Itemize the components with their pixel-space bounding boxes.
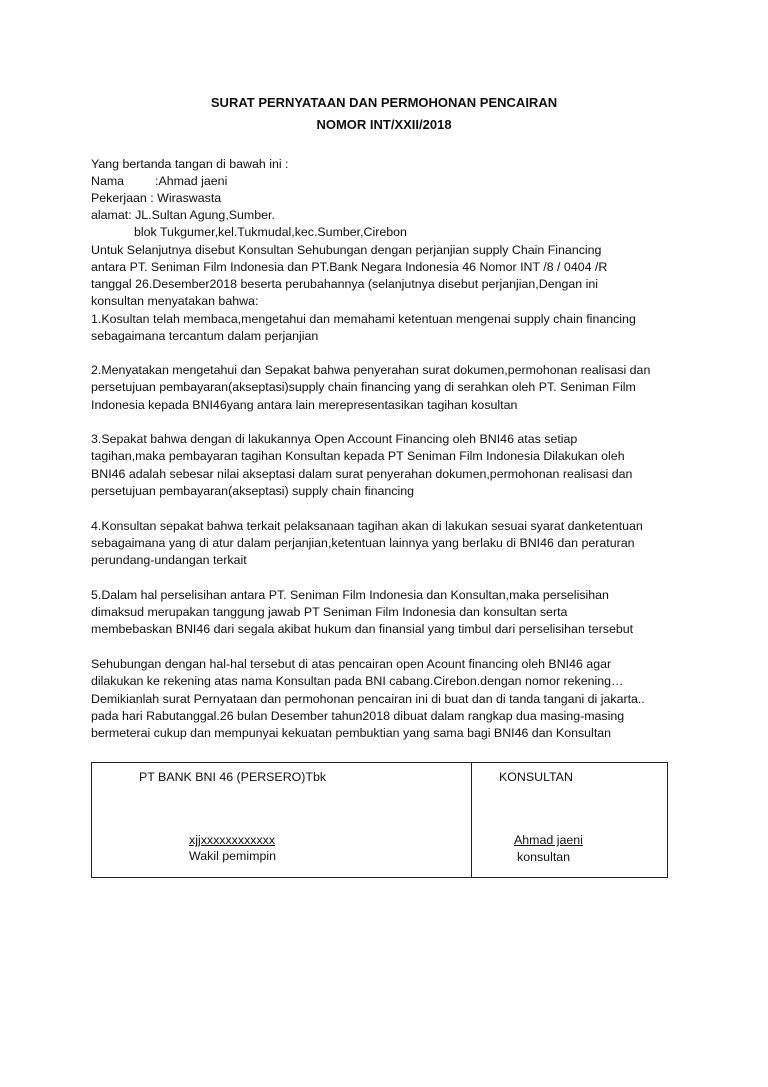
body-line: 1.Kosultan telah membaca,mengetahui dan memahami ketentuan mengenai supply chain financing	[91, 312, 636, 326]
body-line: Sehubungan dengan hal-hal tersebut di atas pencairan open Acount financing oleh BNI46 agar	[91, 657, 612, 671]
body-line: dimaksud merupakan tanggung jawab PT Seniman Film Indonesia dan konsultan serta	[91, 605, 568, 619]
nama-row	[91, 173, 391, 190]
body-line: perundang-undangan terkait	[91, 553, 247, 567]
signature-table	[91, 762, 668, 878]
body-line: membebaskan BNI46 dari segala akibat hukum dan finansial yang timbul dari perselisihan tersebut	[91, 622, 634, 636]
konsultan-header: KONSULTAN	[499, 770, 573, 784]
bank-header: PT BANK BNI 46 (PERSERO)Tbk	[139, 770, 327, 784]
bank-signatory-role: Wakil pemimpin	[189, 849, 276, 863]
body-line: Demikianlah surat Pernyataan dan permohonan pencairan ini di buat dan di tanda tangani di jakarta..	[91, 692, 645, 706]
body-line: Indonesia kepada BNI46yang antara lain merepresentasikan tagihan kosultan	[91, 398, 518, 412]
konsultan-signatory-name: Ahmad jaeni	[514, 833, 583, 847]
body-line: sebagaimana tercantum dalam perjanjian	[91, 329, 319, 343]
body-line: konsultan menyatakan bahwa:	[91, 294, 259, 308]
alamat-line-1: alamat: JL.Sultan Agung,Sumber.	[91, 208, 275, 222]
body-line: pada hari Rabutanggal.26 bulan Desember tahun2018 dibuat dalam rangkap dua masing-masing	[91, 709, 625, 723]
body-line: Untuk Selanjutnya disebut Konsultan Sehubungan dengan perjanjian supply Chain Financing	[91, 243, 602, 257]
nama-label: Nama	[91, 174, 125, 188]
intro-text: Yang bertanda tangan di bawah ini :	[91, 157, 289, 171]
body-line: antara PT. Seniman Film Indonesia dan PT.Bank Negara Indonesia 46 Nomor INT /8 / 0404 /R	[91, 260, 608, 274]
body-line: bermeterai cukup dan mempunyai kekuatan pembuktian yang sama bagi BNI46 dan Konsultan	[91, 726, 612, 740]
alamat-line-2: blok Tukgumer,kel.Tukmudal,kec.Sumber,Cirebon	[134, 225, 407, 239]
body-line: 5.Dalam hal perselisihan antara PT. Seniman Film Indonesia dan Konsultan,maka perselisihan	[91, 588, 609, 602]
body-line: persetujuan pembayaran(akseptasi)supply chain financing yang di serahkan oleh PT. Seniman Film	[91, 380, 636, 394]
body-line: tanggal 26.Desember2018 beserta perubahannya (selanjutnya disebut perjanjian,Dengan ini	[91, 277, 598, 291]
nama-value: :Ahmad jaeni	[155, 174, 228, 188]
letter-title: SURAT PERNYATAAN DAN PERMOHONAN PENCAIRAN	[210, 95, 558, 110]
body-line: BNI46 adalah sebesar nilai akseptasi dalam surat penyerahan dokumen,permohonan realisasi dan	[91, 467, 633, 481]
body-line: 3.Sepakat bahwa dengan di lakukannya Open Account Financing oleh BNI46 atas setiap	[91, 432, 578, 446]
bank-signatory-name: xjjxxxxxxxxxxxx	[189, 833, 276, 847]
body-line: persetujuan pembayaran(akseptasi) supply chain financing	[91, 484, 415, 498]
body-line: 2.Menyatakan mengetahui dan Sepakat bahwa penyerahan surat dokumen,permohonan realisasi dan	[91, 363, 651, 377]
body-line: sebagaimana yang di atur dalam perjanjian,ketentuan lainnya yang berlaku di BNI46 dan peraturan	[91, 536, 635, 550]
body-line: tagihan,maka pembayaran tagihan Konsultan kepada PT Seniman Film Indonesia Dilakukan oleh	[91, 449, 625, 463]
letter-number: NOMOR INT/XXII/2018	[316, 117, 452, 132]
signature-divider	[471, 763, 472, 877]
body-line: 4.Konsultan sepakat bahwa terkait pelaksanaan tagihan akan di lakukan sesuai syarat danketentuan	[91, 519, 643, 533]
pekerjaan-text: Pekerjaan : Wiraswasta	[91, 191, 222, 205]
body-line: dilakukan ke rekening atas nama Konsultan pada BNI cabang.Cirebon.dengan nomor rekening…	[91, 674, 624, 688]
konsultan-signatory-role: konsultan	[517, 850, 571, 864]
